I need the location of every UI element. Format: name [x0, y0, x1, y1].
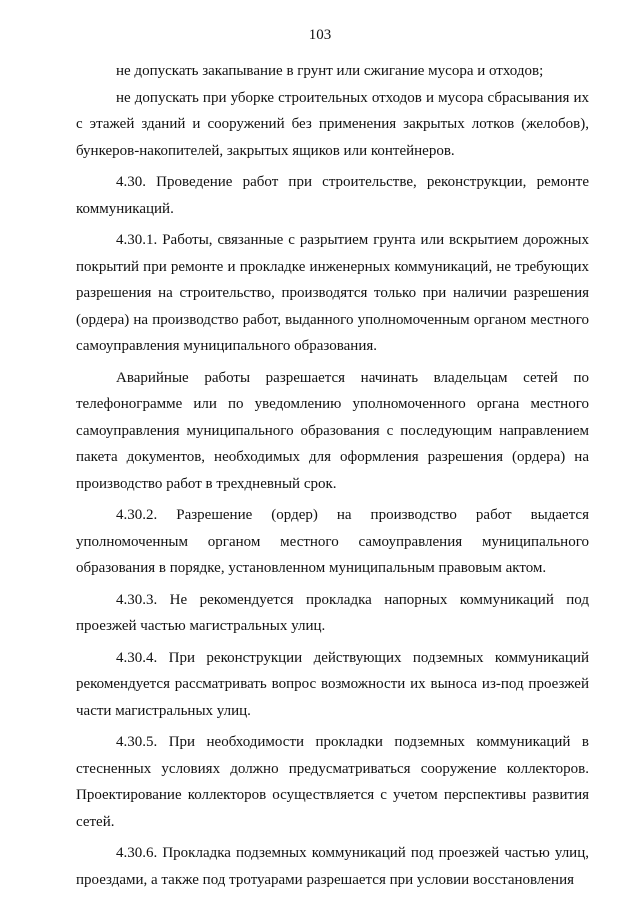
paragraph-no-dropping-waste: не допускать при уборке строительных отходов и мусора сбрасывания их с этажей зданий и сооружений без применения закрытых лотков (желобов), бункеров-накопителей, закрытых ящиков или контейнеров.: [76, 89, 589, 159]
paragraph-4-30-1: 4.30.1. Работы, связанные с разрытием грунта или вскрытием дорожных покрытий при ремонте и прокладке инженерных коммуникаций, не требующих разрешения на строительство, производятся только при наличии разрешения (ордера) на производство работ, выданного уполномоченным органом местного самоуправления муниципального образования.: [76, 232, 589, 354]
paragraph-4-30-2: 4.30.2. Разрешение (ордер) на производство работ выдается уполномоченным органом местного самоуправления муниципального образования в порядке, установленном муниципальным правовым актом.: [76, 507, 589, 576]
document-body: [76, 58, 589, 893]
paragraph-4-30-3: 4.30.3. Не рекомендуется прокладка напорных коммуникаций под проезжей частью магистральных улиц.: [76, 591, 589, 634]
paragraph-emergency-works: Аварийные работы разрешается начинать владельцам сетей по телефонограмме или по уведомлению уполномоченного органа местного самоуправления муниципального образования с последующим направлением пакета документов, необходимых для оформления разрешения (ордера) на производство работ в трехдневный срок.: [76, 369, 589, 492]
paragraph-no-burying-waste: не допускать закапывание в грунт или сжигание мусора и отходов;: [116, 63, 544, 79]
section-4-30-heading: 4.30. Проведение работ при строительстве, реконструкции, ремонте коммуникаций.: [76, 174, 589, 217]
paragraph-4-30-4: 4.30.4. При реконструкции действующих подземных коммуникаций рекомендуется рассматривать вопрос возможности их выноса из-под проезжей части магистральных улиц.: [76, 649, 589, 719]
paragraph-4-30-5: 4.30.5. При необходимости прокладки подземных коммуникаций в стесненных условиях должно предусматриваться сооружение коллекторов. Проектирование коллекторов осуществляется с учетом перспективы развития сетей.: [76, 734, 589, 830]
page-number: 103: [308, 27, 332, 43]
paragraph-4-30-6: 4.30.6. Прокладка подземных коммуникаций под проезжей частью улиц, проездами, а также под тротуарами разрешается при условии восстановления: [76, 845, 589, 888]
